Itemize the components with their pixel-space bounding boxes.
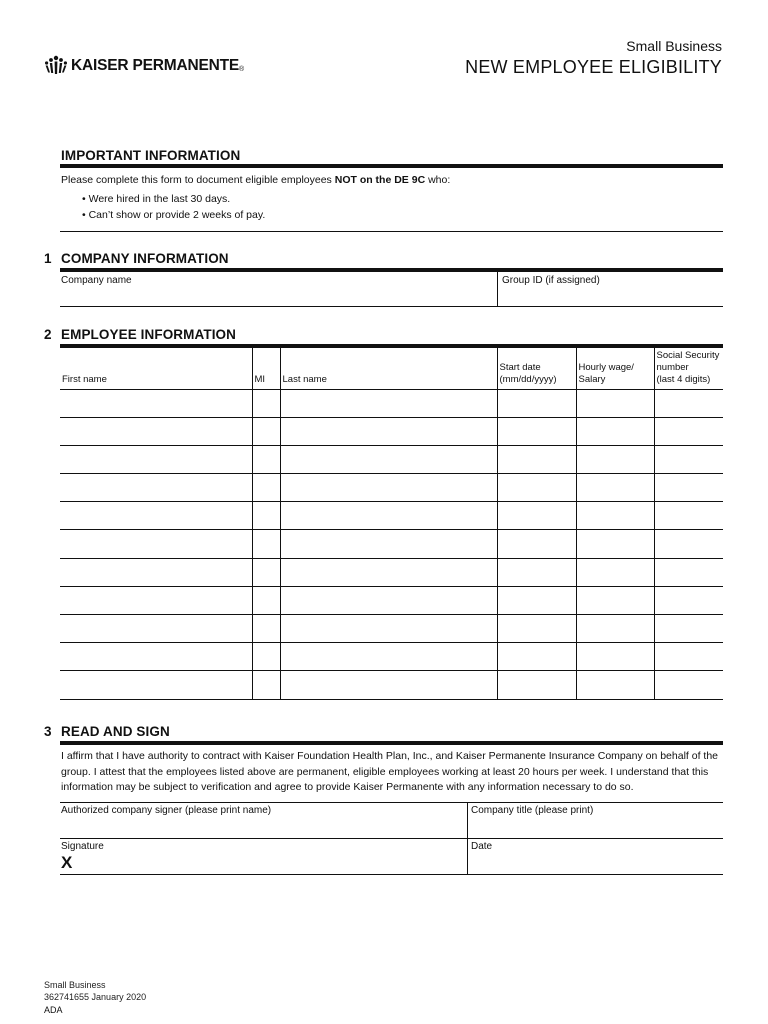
table-cell-input[interactable] [280, 417, 497, 445]
table-row [60, 643, 723, 671]
table-cell-input[interactable] [576, 643, 654, 671]
signature-field[interactable] [60, 839, 467, 874]
table-cell-input[interactable] [280, 586, 497, 614]
table-cell-input[interactable] [576, 417, 654, 445]
section-number: 1 [44, 251, 52, 266]
company-name-field[interactable] [60, 272, 497, 306]
table-cell-input[interactable] [280, 530, 497, 558]
signature-x-mark: X [61, 853, 73, 872]
group-id-field[interactable] [498, 272, 723, 306]
logo-wordmark: KAISER PERMANENTE® [71, 57, 244, 74]
table-cell-input[interactable] [60, 643, 252, 671]
column-header: MI [252, 348, 280, 389]
table-cell-input[interactable] [252, 643, 280, 671]
table-cell-input[interactable] [497, 615, 576, 643]
table-cell-input[interactable] [252, 615, 280, 643]
kp-people-icon [44, 55, 68, 77]
employee-heading: EMPLOYEE INFORMATION [61, 327, 237, 342]
table-cell-input[interactable] [497, 643, 576, 671]
section-number: 2 [44, 327, 52, 342]
date-field[interactable] [468, 839, 723, 874]
table-row [60, 417, 723, 445]
important-intro: Please complete this form to document eligible employees NOT on the DE 9C who: [61, 174, 451, 186]
table-cell-input[interactable] [654, 558, 723, 586]
employee-table [60, 348, 723, 700]
table-cell-input[interactable] [497, 417, 576, 445]
table-cell-input[interactable] [60, 558, 252, 586]
company-name-label: Company name [61, 275, 132, 286]
table-cell-input[interactable] [497, 389, 576, 417]
company-heading: COMPANY INFORMATION [61, 251, 229, 266]
table-body [60, 389, 723, 699]
table-cell-input[interactable] [280, 558, 497, 586]
table-cell-input[interactable] [654, 502, 723, 530]
column-header: Hourly wage/ Salary [576, 348, 654, 389]
table-cell-input[interactable] [497, 530, 576, 558]
table-cell-input[interactable] [497, 586, 576, 614]
table-cell-input[interactable] [280, 615, 497, 643]
table-cell-input[interactable] [60, 417, 252, 445]
section-rule [60, 164, 723, 168]
table-cell-input[interactable] [497, 445, 576, 473]
column-header: Social Security number (last 4 digits) [654, 348, 723, 389]
table-cell-input[interactable] [654, 474, 723, 502]
table-cell-input[interactable] [576, 558, 654, 586]
table-cell-input[interactable] [576, 502, 654, 530]
table-cell-input[interactable] [654, 615, 723, 643]
table-cell-input[interactable] [497, 671, 576, 699]
table-row [60, 474, 723, 502]
table-cell-input[interactable] [280, 389, 497, 417]
divider [60, 874, 723, 875]
table-cell-input[interactable] [654, 586, 723, 614]
document-title: NEW EMPLOYEE ELIGIBILITY [465, 57, 722, 77]
affirmation-text: I affirm that I have authority to contract with Kaiser Foundation Health Plan, Inc., and Kaiser Permanente Insurance Company on behalf of the group. I attest that the employees listed above are permanent, eligible employees working at least 20 hours per week. I understand that this information may be subject to verification and agree to provide Kaiser Permanente with any information necessary to do so. [61, 750, 719, 793]
table-cell-input[interactable] [497, 558, 576, 586]
signature-label: Signature [61, 841, 104, 852]
company-title-field[interactable] [468, 803, 723, 838]
table-cell-input[interactable] [576, 671, 654, 699]
table-cell-input[interactable] [60, 474, 252, 502]
table-cell-input[interactable] [280, 502, 497, 530]
group-id-label: Group ID (if assigned) [502, 275, 600, 286]
table-cell-input[interactable] [280, 643, 497, 671]
table-cell-input[interactable] [252, 474, 280, 502]
bullet-item: • Can’t show or provide 2 weeks of pay. [82, 209, 266, 221]
table-cell-input[interactable] [654, 445, 723, 473]
table-row [60, 671, 723, 699]
section-number: 3 [44, 724, 52, 739]
column-header: Last name [280, 348, 497, 389]
table-cell-input[interactable] [654, 530, 723, 558]
table-cell-input[interactable] [576, 389, 654, 417]
divider [60, 231, 723, 232]
table-cell-input[interactable] [252, 671, 280, 699]
section-rule [60, 741, 723, 745]
table-row [60, 530, 723, 558]
document-subtitle: Small Business [626, 38, 722, 54]
signer-label: Authorized company signer (please print name) [61, 805, 272, 816]
table-cell-input[interactable] [280, 474, 497, 502]
footer-line-1: Small Business [44, 980, 106, 990]
column-header: Start date (mm/dd/yyyy) [497, 348, 576, 389]
table-cell-input[interactable] [576, 586, 654, 614]
table-row [60, 502, 723, 530]
table-row [60, 615, 723, 643]
important-heading: IMPORTANT INFORMATION [61, 148, 241, 163]
date-label: Date [471, 841, 493, 852]
table-cell-input[interactable] [280, 671, 497, 699]
table-cell-input[interactable] [654, 643, 723, 671]
company-title-label: Company title (please print) [471, 805, 594, 816]
table-header-row [60, 348, 723, 389]
table-cell-input[interactable] [60, 671, 252, 699]
table-cell-input[interactable] [654, 389, 723, 417]
table-cell-input[interactable] [576, 474, 654, 502]
footer-line-3: ADA [44, 1005, 63, 1015]
table-cell-input[interactable] [654, 671, 723, 699]
table-cell-input[interactable] [252, 586, 280, 614]
table-cell-input[interactable] [252, 389, 280, 417]
table-cell-input[interactable] [497, 474, 576, 502]
sign-heading: READ AND SIGN [61, 724, 170, 739]
footer-line-2: 362741655 January 2020 [44, 992, 147, 1002]
table-cell-input[interactable] [252, 445, 280, 473]
table-row [60, 445, 723, 473]
signer-name-field[interactable] [60, 803, 467, 838]
divider [60, 306, 723, 307]
bullet-item: • Were hired in the last 30 days. [82, 193, 231, 205]
table-cell-input[interactable] [60, 502, 252, 530]
table-cell-input[interactable] [60, 530, 252, 558]
column-header: First name [60, 348, 252, 389]
table-cell-input[interactable] [654, 417, 723, 445]
table-cell-input[interactable] [576, 615, 654, 643]
table-cell-input[interactable] [576, 530, 654, 558]
table-cell-input[interactable] [280, 445, 497, 473]
table-cell-input[interactable] [252, 417, 280, 445]
table-cell-input[interactable] [60, 615, 252, 643]
table-row [60, 558, 723, 586]
table-cell-input[interactable] [497, 502, 576, 530]
table-cell-input[interactable] [252, 502, 280, 530]
table-cell-input[interactable] [60, 389, 252, 417]
table-cell-input[interactable] [60, 445, 252, 473]
table-row [60, 586, 723, 614]
table-cell-input[interactable] [252, 530, 280, 558]
table-cell-input[interactable] [252, 558, 280, 586]
table-row [60, 389, 723, 417]
kaiser-permanente-logo [44, 54, 244, 78]
table-cell-input[interactable] [60, 586, 252, 614]
table-cell-input[interactable] [576, 445, 654, 473]
